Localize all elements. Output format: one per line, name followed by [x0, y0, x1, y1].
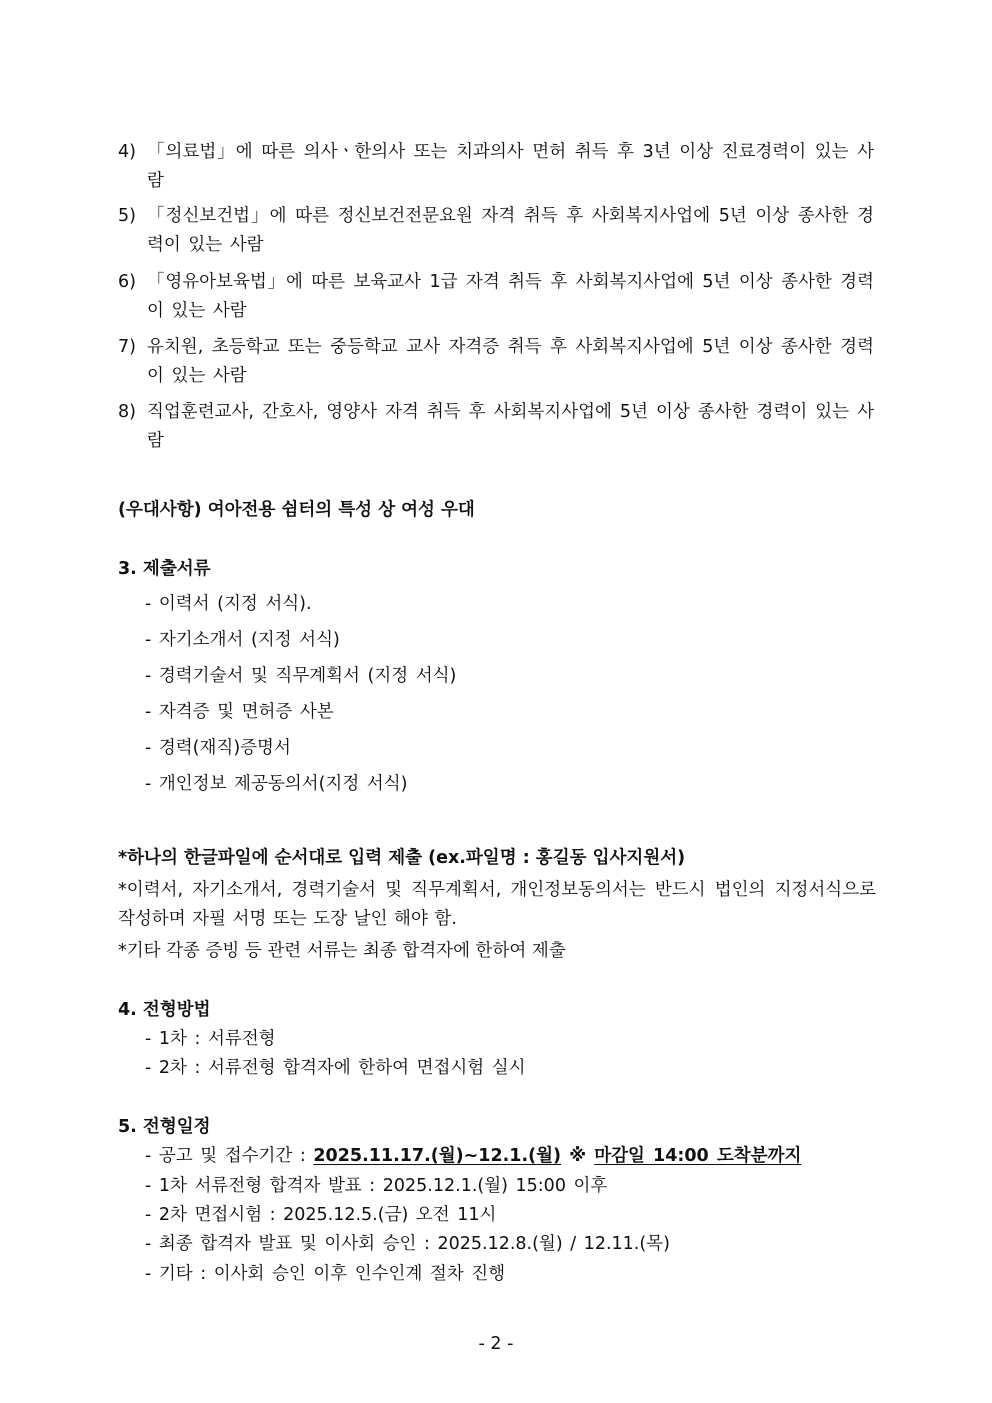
qualification-item-8	[118, 398, 874, 456]
period-label: - 공고 및 접수기간 :	[145, 1146, 314, 1166]
item-text: 직업훈련교사, 간호사, 영양사 자격 취득 후 사회복지사업에 5년 이상 종사한 경력이 있는 사람	[147, 402, 874, 451]
document-item: - 자기소개서 (지정 서식)	[145, 630, 340, 650]
schedule-item: - 기타 : 이사회 승인 이후 인수인계 절차 진행	[145, 1264, 506, 1284]
item-number: 4)	[118, 142, 136, 162]
section-3-title: 3. 제출서류	[118, 559, 211, 579]
section-5-title: 5. 전형일정	[118, 1117, 211, 1137]
item-text: 유치원, 초등학교 또는 중등학교 교사 자격증 취득 후 사회복지사업에 5년 이상 종사한 경력이 있는 사람	[147, 337, 874, 386]
submission-note-evidence: *기타 각종 증빙 등 관련 서류는 최종 합격자에 한하여 제출	[118, 941, 566, 961]
document-item: - 자격증 및 면허증 사본	[145, 702, 334, 722]
period-dates: 2025.11.17.(월)~12.1.(월)	[313, 1146, 562, 1166]
submission-note-format: *이력서, 자기소개서, 경력기술서 및 직무계획서, 개인정보동의서는 반드시 법인의 지정서식으로 작성하며 자필 서명 또는 도장 날인 해야 함.	[118, 880, 876, 929]
item-text: 「정신보건법」에 따른 정신보건전문요원 자격 취득 후 사회복지사업에 5년 이상 종사한 경력이 있는 사람	[147, 206, 874, 255]
item-text: 「영유아보육법」에 따른 보육교사 1급 자격 취득 후 사회복지사업에 5년 이상 종사한 경력이 있는 사람	[147, 272, 874, 321]
preference-note: (우대사항) 여아전용 쉼터의 특성 상 여성 우대	[118, 500, 475, 520]
item-text: 「의료법」에 따른 의사ㆍ한의사 또는 치과의사 면허 취득 후 3년 이상 진료경력이 있는 사람	[147, 142, 874, 191]
document-item: - 경력(재직)증명서	[145, 738, 291, 758]
schedule-item: - 최종 합격자 발표 및 이사회 승인 : 2025.12.8.(월) / 12.11.(목)	[145, 1234, 670, 1254]
deadline-note: 마감일 14:00 도착분까지	[594, 1146, 802, 1166]
qualification-item-4	[118, 138, 874, 196]
document-item: - 개인정보 제공동의서(지정 서식)	[145, 774, 408, 794]
document-item: - 경력기술서 및 직무계획서 (지정 서식)	[145, 666, 457, 686]
qualification-item-6	[118, 268, 874, 326]
qualification-item-5	[118, 202, 874, 260]
section-4-title: 4. 전형방법	[118, 1000, 211, 1020]
item-number: 5)	[118, 206, 136, 226]
schedule-application-period	[145, 1142, 801, 1167]
schedule-item: - 2차 면접시험 : 2025.12.5.(금) 오전 11시	[145, 1205, 497, 1225]
submission-note-bold: *하나의 한글파일에 순서대로 입력 제출 (ex.파일명 : 홍길동 입사지원서)	[118, 848, 686, 868]
item-number: 7)	[118, 337, 136, 357]
schedule-item: - 1차 서류전형 합격자 발표 : 2025.12.1.(월) 15:00 이후	[145, 1176, 608, 1196]
page-number: - 2 -	[478, 1334, 514, 1354]
qualification-item-7	[118, 333, 874, 391]
selection-method-item: - 2차 : 서류전형 합격자에 한하여 면접시험 실시	[145, 1058, 526, 1078]
item-number: 6)	[118, 272, 136, 292]
reference-mark: ※	[561, 1146, 595, 1166]
item-number: 8)	[118, 402, 136, 422]
document-item: - 이력서 (지정 서식).	[145, 594, 312, 614]
selection-method-item: - 1차 : 서류전형	[145, 1029, 276, 1049]
